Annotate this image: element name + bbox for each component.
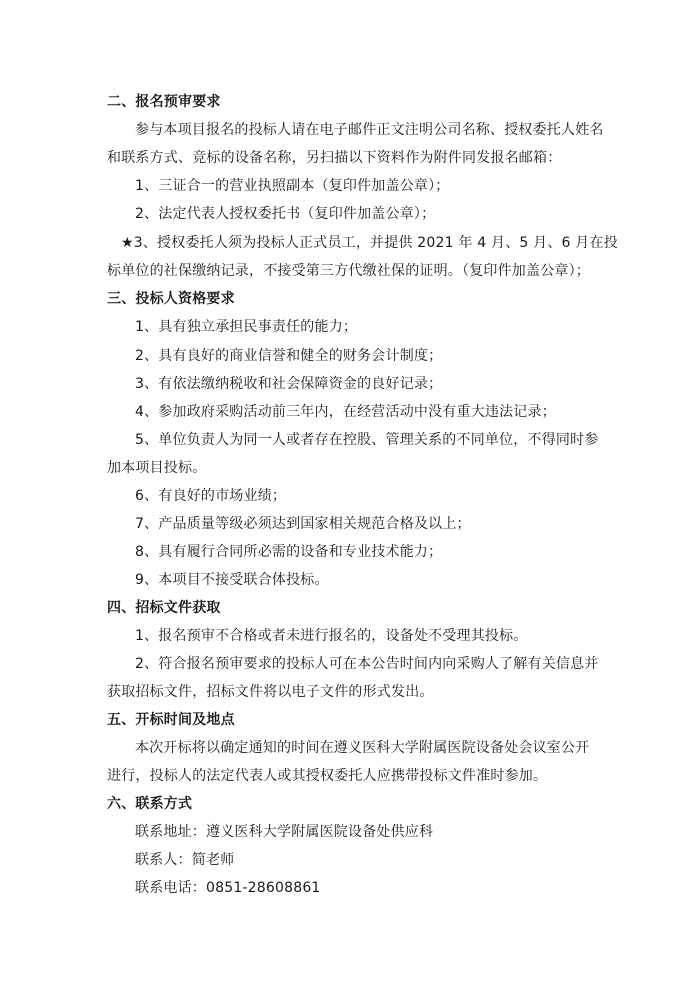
section-heading: 二、报名预审要求 bbox=[107, 94, 221, 110]
paragraph-line: ★3、授权委托人须为投标人正式员工，并提供 2021 年 4 月、5 月、6 月在投 bbox=[121, 235, 618, 251]
section-heading: 三、投标人资格要求 bbox=[107, 291, 235, 307]
paragraph-line: 1、报名预审不合格或者未进行报名的，设备处不受理其投标。 bbox=[135, 628, 528, 644]
paragraph-line: 1、三证合一的营业执照副本（复印件加盖公章）； bbox=[135, 178, 450, 194]
paragraph-line: 5、单位负责人为同一人或者存在控股、管理关系的不同单位，不得同时参 bbox=[135, 432, 599, 448]
paragraph-continuation-line: 标单位的社保缴纳记录，不接受第三方代缴社保的证明。（复印件加盖公章）； bbox=[107, 263, 590, 279]
section-heading: 六、联系方式 bbox=[107, 796, 193, 812]
paragraph-line: 联系地址：遵义医科大学附属医院设备处供应科 bbox=[135, 824, 434, 840]
paragraph-continuation-line: 获取招标文件，招标文件将以电子文件的形式发出。 bbox=[107, 684, 434, 700]
paragraph-line: 3、有依法缴纳税收和社会保障资金的良好记录； bbox=[135, 376, 443, 392]
paragraph-continuation-line: 进行，投标人的法定代表人或其授权委托人应携带投标文件准时参加。 bbox=[107, 768, 548, 784]
paragraph-line: 联系人：简老师 bbox=[135, 852, 235, 868]
section-heading: 四、招标文件获取 bbox=[107, 600, 221, 616]
paragraph-continuation-line: 加本项目投标。 bbox=[107, 460, 207, 476]
paragraph-line: 参与本项目报名的投标人请在电子邮件正文注明公司名称、授权委托人姓名 bbox=[135, 122, 604, 138]
paragraph-line: 2、具有良好的商业信誉和健全的财务会计制度； bbox=[135, 348, 443, 364]
paragraph-line: 2、符合报名预审要求的投标人可在本公告时间内向采购人了解有关信息并 bbox=[135, 656, 599, 672]
paragraph-continuation-line: 和联系方式、竞标的设备名称，另扫描以下资料作为附件同发报名邮箱： bbox=[107, 150, 562, 166]
paragraph-line: 本次开标将以确定通知的时间在遵义医科大学附属医院设备处会议室公开 bbox=[135, 740, 590, 756]
paragraph-line: 9、本项目不接受联合体投标。 bbox=[135, 572, 329, 588]
section-heading: 五、开标时间及地点 bbox=[107, 712, 235, 728]
paragraph-line: 1、具有独立承担民事责任的能力； bbox=[135, 319, 358, 335]
paragraph-line: 4、参加政府采购活动前三年内，在经营活动中没有重大违法记录； bbox=[135, 404, 556, 420]
paragraph-line: 联系电话：0851-28608861 bbox=[135, 880, 321, 896]
paragraph-line: 7、产品质量等级必须达到国家相关规范合格及以上； bbox=[135, 516, 471, 532]
paragraph-line: 6、有良好的市场业绩； bbox=[135, 488, 287, 504]
paragraph-line: 2、法定代表人授权委托书（复印件加盖公章）； bbox=[135, 206, 436, 222]
paragraph-line: 8、具有履行合同所必需的设备和专业技术能力； bbox=[135, 544, 443, 560]
